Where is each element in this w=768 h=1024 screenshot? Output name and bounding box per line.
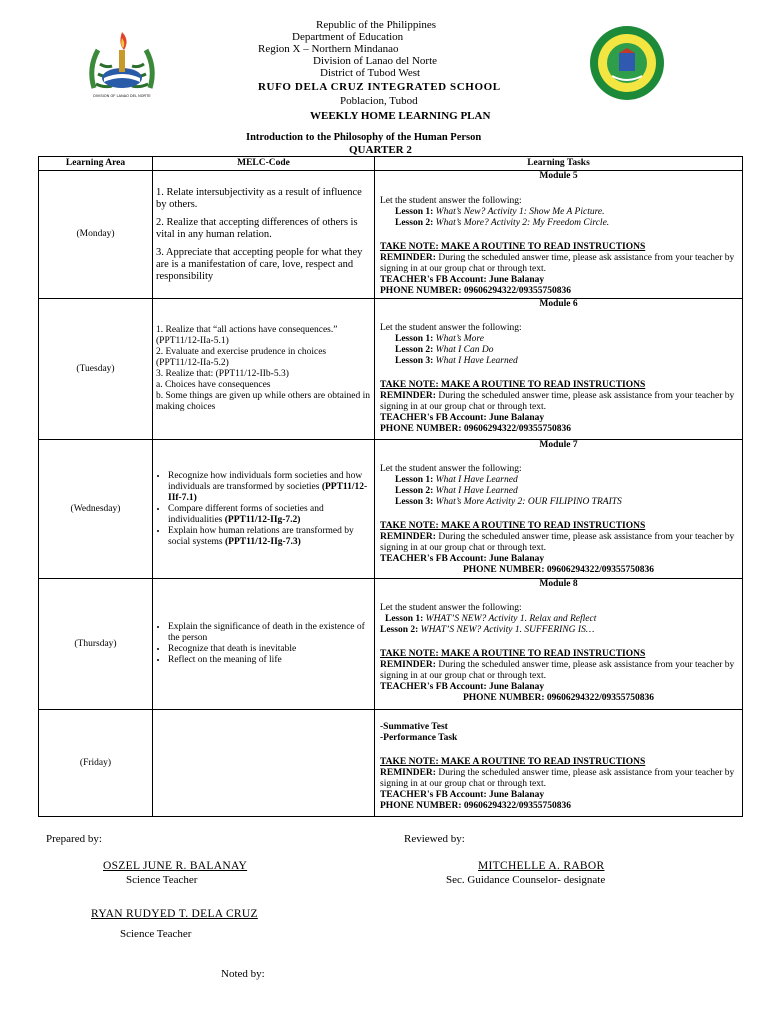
melc-list — [156, 622, 371, 666]
melc-item — [168, 504, 371, 526]
header-region: Region X – Northern Mindanao — [258, 43, 399, 55]
lesson-text: What’s More? Activity 2: My Freedom Circle. — [433, 218, 610, 228]
tasks-cell — [375, 440, 743, 579]
melc-code: (PPT11/12-IIg-7.3) — [225, 536, 301, 547]
lesson-label: Lesson 3: — [395, 497, 434, 507]
melc-cell — [153, 579, 375, 710]
tasks-intro: Let the student answer the following: — [380, 196, 522, 206]
reminder-text: During the scheduled answer time, please ask assistance from your teacher by signing in at our group chat or through text. — [380, 391, 735, 412]
teacher-fb: TEACHER's FB Account: June Balanay — [380, 413, 545, 423]
reminder-label: REMINDER: — [380, 768, 436, 778]
lesson-text: What’s More — [433, 334, 484, 344]
melc-code: (PPT11/12-IIg-7.2) — [224, 514, 301, 525]
division-seal-icon — [84, 28, 160, 104]
melc-item: 3. Realize that: (PPT11/12-IIb-5.3) — [156, 369, 289, 379]
table-header-row — [39, 157, 743, 171]
reviewer-name: MITCHELLE A. RABOR — [478, 860, 605, 872]
reminder-text: During the scheduled answer time, please ask assistance from your teacher by signing in at our group chat or through text. — [380, 253, 735, 274]
lesson-label: Lesson 2: — [395, 486, 434, 496]
lesson-item — [380, 356, 737, 367]
preparer1-role: Science Teacher — [126, 874, 198, 886]
lesson-item — [380, 486, 737, 497]
subject-title: Introduction to the Philosophy of the Human Person — [246, 132, 482, 143]
melc-text: Explain how human relations are transformed by social systems — [168, 525, 354, 547]
plan-title: WEEKLY HOME LEARNING PLAN — [310, 110, 491, 122]
lesson-item — [380, 334, 737, 345]
lesson-item — [380, 475, 737, 486]
reminder-text: During the scheduled answer time, please ask assistance from your teacher by signing in at our group chat or through text. — [380, 660, 735, 681]
reminder — [380, 660, 737, 682]
melc-item — [168, 471, 371, 504]
reminder-label: REMINDER: — [380, 253, 436, 263]
reviewed-by-label: Reviewed by: — [404, 833, 465, 845]
tasks-cell — [375, 710, 743, 817]
melc-item: 3. Appreciate that accepting people for what they are is a manifestation of care, love, respect and responsibility — [156, 246, 363, 282]
lesson-text: What’s New? Activity 1: Show Me A Picture. — [433, 207, 605, 217]
reminder — [380, 391, 737, 413]
melc-cell — [153, 299, 375, 440]
lesson-item — [380, 207, 737, 218]
reminder-text: During the scheduled answer time, please ask assistance from your teacher by signing in at our group chat or through text. — [380, 768, 735, 789]
tasks-intro: Let the student answer the following: — [380, 603, 522, 613]
melc-item: 2. Realize that accepting differences of others is vital in any human relation. — [156, 216, 358, 240]
phone-number: PHONE NUMBER: 09606294322/09355750836 — [462, 565, 655, 575]
day-cell: (Friday) — [39, 710, 153, 817]
lesson-label: Lesson 3: — [395, 356, 434, 366]
tasks-intro: Let the student answer the following: — [380, 323, 522, 333]
school-address: Poblacion, Tubod — [340, 95, 418, 107]
melc-cell — [153, 440, 375, 579]
lesson-item — [380, 614, 737, 625]
lesson-label: Lesson 1: — [395, 334, 434, 344]
reminder-label: REMINDER: — [380, 532, 436, 542]
day-cell: (Wednesday) — [39, 440, 153, 579]
phone-number: PHONE NUMBER: 09606294322/09355750836 — [380, 286, 572, 296]
lesson-text: What I Have Learned — [433, 356, 518, 366]
day-cell: (Thursday) — [39, 579, 153, 710]
melc-text: Recognize how individuals form societies and how individuals are transformed by societies — [168, 470, 363, 492]
lesson-text: WHAT’S NEW? Activity 1. Relax and Reflect — [423, 614, 597, 624]
lesson-text: What I Can Do — [433, 345, 494, 355]
tasks-cell — [375, 579, 743, 710]
header-melc-code: MELC-Code — [153, 157, 375, 171]
teacher-fb: TEACHER's FB Account: June Balanay — [380, 682, 545, 692]
melc-item: • Explain the significance of death in the existence of the person — [168, 622, 371, 644]
melc-item: 1. Realize that “all actions have consequences.” (PPT11/12-IIa-5.1) — [156, 325, 338, 346]
melc-item: • Recognize that death is inevitable — [168, 644, 371, 655]
table-row-friday — [39, 710, 743, 817]
tasks-intro: Let the student answer the following: — [380, 464, 522, 474]
division-logo — [84, 28, 160, 104]
day-cell: (Tuesday) — [39, 299, 153, 440]
teacher-fb: TEACHER's FB Account: June Balanay — [380, 275, 545, 285]
reminder — [380, 768, 737, 790]
melc-code: (PPT11/12-IIf-7.1) — [168, 481, 368, 503]
lesson-text: WHAT’S NEW? Activity 1. SUFFERING IS… — [418, 625, 595, 635]
lesson-label: Lesson 1: — [385, 614, 424, 624]
school-logo — [588, 24, 666, 102]
reminder-text: During the scheduled answer time, please ask assistance from your teacher by signing in at our group chat or through text. — [380, 532, 735, 553]
take-note: TAKE NOTE: MAKE A ROUTINE TO READ INSTRUCTIONS — [380, 380, 646, 390]
melc-item: • Reflect on the meaning of life — [168, 655, 371, 666]
melc-item: b. Some things are given up while others are obtained in making choices — [156, 391, 370, 412]
day-cell: (Monday) — [39, 171, 153, 299]
table-row-tuesday — [39, 299, 743, 440]
table-row-monday — [39, 171, 743, 299]
teacher-fb: TEACHER's FB Account: June Balanay — [380, 554, 545, 564]
melc-item: a. Choices have consequences — [156, 380, 271, 390]
table-row-thursday — [39, 579, 743, 710]
melc-cell — [153, 171, 375, 299]
task-item: -Performance Task — [380, 733, 458, 743]
lesson-label: Lesson 1: — [395, 207, 434, 217]
tasks-cell — [375, 299, 743, 440]
take-note: TAKE NOTE: MAKE A ROUTINE TO READ INSTRUCTIONS — [380, 649, 646, 659]
lesson-item — [380, 218, 737, 229]
prepared-by-label: Prepared by: — [46, 833, 102, 845]
reminder — [380, 532, 737, 554]
phone-number: PHONE NUMBER: 09606294322/09355750836 — [462, 693, 655, 703]
header-republic: Republic of the Philippines — [316, 19, 437, 31]
task-item: -Summative Test — [380, 722, 448, 732]
header-department: Department of Education — [292, 31, 404, 43]
reviewer-role: Sec. Guidance Counselor- designate — [446, 874, 606, 886]
melc-text: Compare different forms of societies and individualities — [168, 503, 324, 525]
melc-list — [156, 471, 371, 548]
module-heading: Module 5 — [539, 171, 578, 181]
lesson-text: What’s More Activity 2: OUR FILIPINO TRAITS — [433, 497, 622, 507]
lesson-item — [380, 497, 737, 508]
lesson-label: Lesson 2: — [380, 625, 419, 635]
melc-item — [168, 526, 371, 548]
table-row-wednesday — [39, 440, 743, 579]
header-learning-tasks: Learning Tasks — [375, 157, 743, 171]
lesson-item — [380, 625, 737, 636]
take-note: TAKE NOTE: MAKE A ROUTINE TO READ INSTRUCTIONS — [380, 757, 646, 767]
phone-number: PHONE NUMBER: 09606294322/09355750836 — [380, 801, 572, 811]
module-heading: Module 6 — [539, 299, 578, 309]
tasks-cell — [375, 171, 743, 299]
preparer1-name: OSZEL JUNE R. BALANAY — [103, 860, 248, 872]
take-note: TAKE NOTE: MAKE A ROUTINE TO READ INSTRUCTIONS — [380, 521, 646, 531]
school-seal-icon — [588, 24, 666, 102]
lesson-label: Lesson 1: — [395, 475, 434, 485]
header-learning-area: Learning Area — [39, 157, 153, 171]
reminder-label: REMINDER: — [380, 391, 436, 401]
teacher-fb: TEACHER's FB Account: June Balanay — [380, 790, 545, 800]
preparer2-name: RYAN RUDYED T. DELA CRUZ — [91, 908, 258, 920]
melc-item: 2. Evaluate and exercise prudence in choices (PPT11/12-IIa-5.2) — [156, 347, 327, 368]
header-division: Division of Lanao del Norte — [313, 55, 438, 67]
lesson-label: Lesson 2: — [395, 345, 434, 355]
noted-by-label: Noted by: — [221, 968, 265, 980]
reminder — [380, 253, 737, 275]
school-name: RUFO DELA CRUZ INTEGRATED SCHOOL — [258, 81, 501, 93]
phone-number: PHONE NUMBER: 09606294322/09355750836 — [380, 424, 572, 434]
learning-plan-table — [38, 156, 743, 817]
division-logo-caption: DIVISION OF LANAO DEL NORTE — [93, 94, 151, 98]
lesson-text: What I Have Learned — [433, 475, 518, 485]
melc-item: 1. Relate intersubjectivity as a result of influence by others. — [156, 186, 362, 210]
melc-cell — [153, 710, 375, 817]
module-heading: Module 8 — [539, 579, 578, 589]
preparer2-role: Science Teacher — [120, 928, 192, 940]
take-note: TAKE NOTE: MAKE A ROUTINE TO READ INSTRUCTIONS — [380, 242, 646, 252]
lesson-label: Lesson 2: — [395, 218, 434, 228]
lesson-text: What I Have Learned — [433, 486, 518, 496]
lesson-item — [380, 345, 737, 356]
reminder-label: REMINDER: — [380, 660, 436, 670]
header-district: District of Tubod West — [320, 67, 421, 79]
module-heading: Module 7 — [539, 440, 578, 450]
quarter-label: QUARTER 2 — [349, 144, 412, 156]
